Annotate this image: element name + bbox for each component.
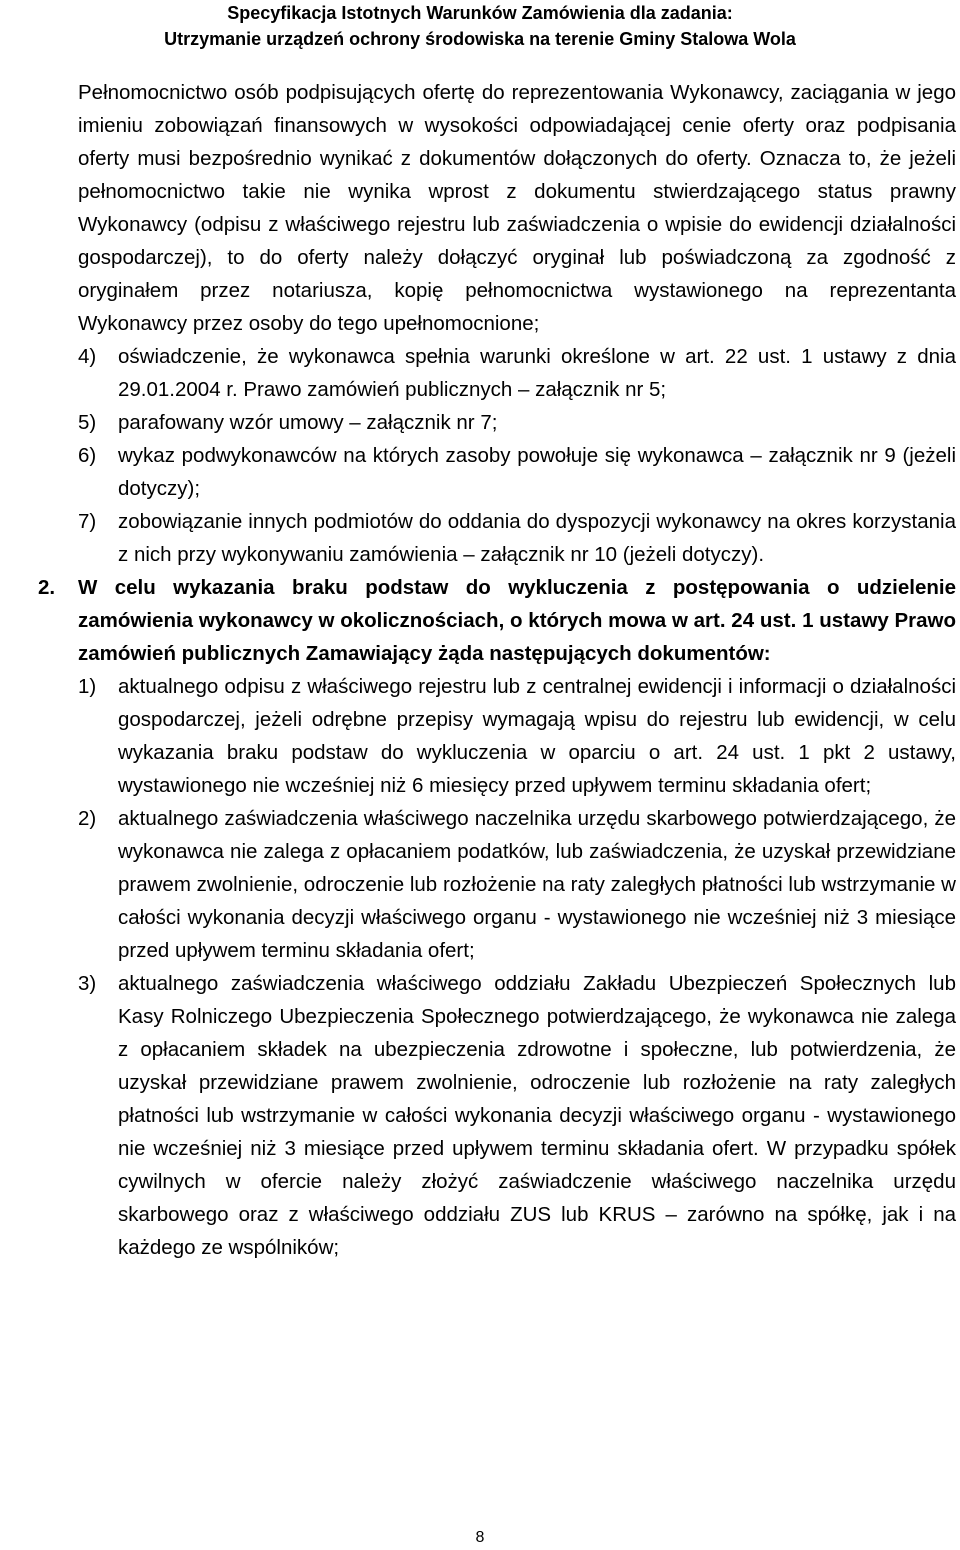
list-item-number: 2) [78,807,97,830]
list-item-number: 3) [78,972,97,995]
page-number: 8 [475,1529,485,1546]
document-body [38,76,956,1264]
section-2-heading [38,571,956,670]
list-documents [78,670,956,1264]
list-item-text: parafowany wzór umowy – załącznik nr 7; [118,411,498,434]
list-requirements [78,340,956,571]
list-item-number: 4) [78,345,97,368]
list-item [78,340,956,406]
list-item [78,406,956,439]
list-item [78,967,956,1264]
list-item-text: zobowiązanie innych podmiotów do oddania do dyspozycji wykonawcy na okres korzystania z nich przy wykonywaniu zamówienia – załącznik nr 10 (jeżeli dotyczy). [118,510,956,566]
list-item-number: 5) [78,411,97,434]
section-number: 2. [38,576,56,599]
list-item-number: 6) [78,444,97,467]
list-item-text: aktualnego zaświadczenia właściwego naczelnika urzędu skarbowego potwierdzającego, że wykonawca nie zalega z opłacaniem podatków, lub zaświadczenia, że uzyskał przewidziane prawem zwolnienie, odroczenie lub rozłożenie na raty zaległych płatności lub wstrzymanie w całości wykonania decyzji właściwego organu - wystawionego nie wcześniej niż 3 miesiące przed upływem terminu składania ofert; [118,807,956,962]
intro-paragraph: Pełnomocnictwo osób podpisujących ofertę do reprezentowania Wykonawcy, zaciągania w jego imieniu zobowiązań finansowych w wysokości odpowiadającej cenie oferty oraz podpisania oferty musi bezpośrednio wynikać z dokumentów dołączonych do oferty. Oznacza to, że jeżeli pełnomocnictwo takie nie wynika wprost z dokumentu stwierdzającego status prawny Wykonawcy (odpisu z właściwego rejestru lub zaświadczenia o wpisie do ewidencji działalności gospodarczej), to do oferty należy dołączyć oryginał lub poświadczoną za zgodność z oryginałem przez notariusza, kopię pełnomocnictwa wystawionego na reprezentanta Wykonawcy przez osoby do tego upełnomocnione; [78,81,956,335]
list-item [78,439,956,505]
section-text: W celu wykazania braku podstaw do wykluczenia z postępowania o udzielenie zamówienia wykonawcy w okolicznościach, o których mowa w art. 24 ust. 1 ustawy Prawo zamówień publicznych Zamawiający żąda następujących dokumentów: [78,576,956,665]
list-item-text: aktualnego odpisu z właściwego rejestru lub z centralnej ewidencji i informacji o działalności gospodarczej, jeżeli odrębne przepisy wymagają wpisu do rejestru lub ewidencji, w celu wykazania braku podstaw do wykluczenia w oparciu o art. 24 ust. 1 pkt 2 ustawy, wystawionego nie wcześniej niż 6 miesięcy przed upływem terminu składania ofert; [118,675,956,797]
list-item-number: 7) [78,510,97,533]
list-item [78,802,956,967]
list-item [78,505,956,571]
header-line-1: Specyfikacja Istotnych Warunków Zamówienia dla zadania: [227,3,733,23]
header-line-2: Utrzymanie urządzeń ochrony środowiska na terenie Gminy Stalowa Wola [164,29,796,49]
list-item [78,670,956,802]
list-item-text: oświadczenie, że wykonawca spełnia warunki określone w art. 22 ust. 1 ustawy z dnia 29.01.2004 r. Prawo zamówień publicznych – załącznik nr 5; [118,345,956,401]
list-item-number: 1) [78,675,97,698]
document-header [0,0,960,52]
list-item-text: aktualnego zaświadczenia właściwego oddziału Zakładu Ubezpieczeń Społecznych lub Kasy Rolniczego Ubezpieczenia Społecznego potwierdzającego, że wykonawca nie zalega z opłacaniem składek na ubezpieczenia zdrowotne i społeczne, lub potwierdzenia, że uzyskał przewidziane prawem zwolnienie, odroczenie lub rozłożenie na raty zaległych płatności lub wstrzymanie w całości wykonania decyzji właściwego organu - wystawionego nie wcześniej niż 3 miesiące przed upływem terminu składania ofert. W przypadku spółek cywilnych w ofercie należy złożyć zaświadczenie właściwego naczelnika urzędu skarbowego oraz z właściwego oddziału ZUS lub KRUS – zarówno na spółkę, jak i na każdego ze wspólników; [118,972,956,1259]
list-item-text: wykaz podwykonawców na których zasoby powołuje się wykonawca – załącznik nr 9 (jeżeli dotyczy); [118,444,956,500]
